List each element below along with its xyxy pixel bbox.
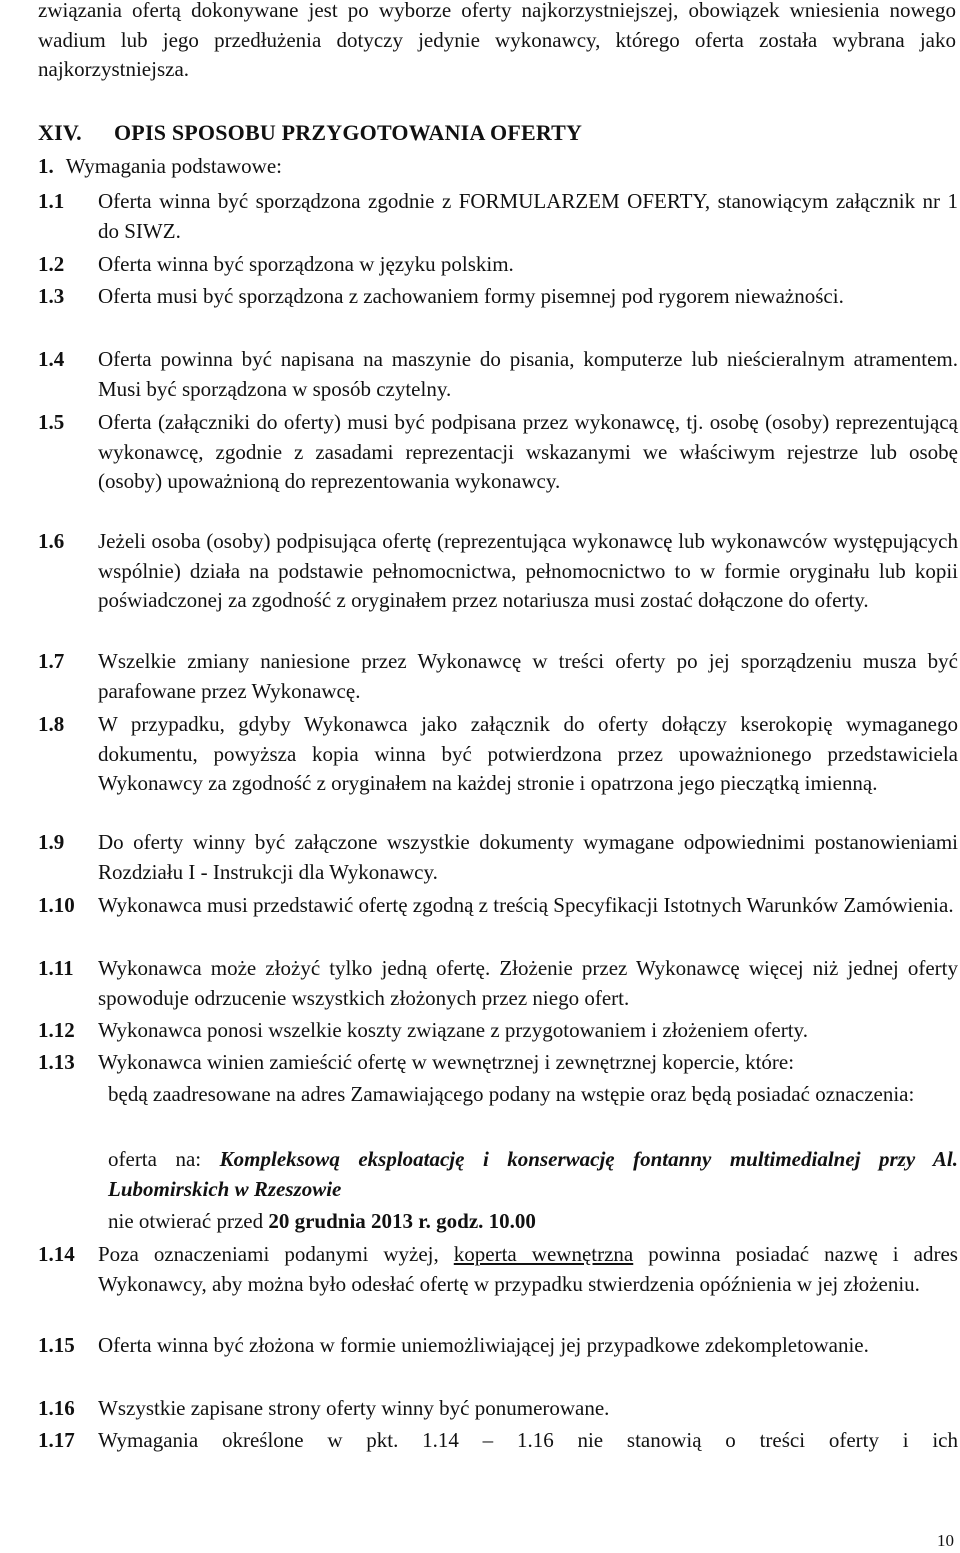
intro-paragraph: związania ofertą dokonywane jest po wyborze oferty najkorzystniejszej, obowiązek wniesienia nowego wadium lub jego przedłużenia dotyczy jedynie wykonawcy, którego oferta została wybrana jako najkorzystniejsza. <box>38 0 956 81</box>
envelope-offer-label <box>108 1145 958 1204</box>
offer-title: Kompleksową eksploatację i konserwację fontanny multimedialnej przy Al. Lubomirskich w Rzeszowie <box>108 1147 958 1201</box>
item-number: 1.7 <box>38 649 65 673</box>
item-text: Wszelkie zmiany naniesione przez Wykonawcę w treści oferty po jej sporządzeniu musza być parafowane przez Wykonawcę. <box>98 649 958 703</box>
underlined-phrase: koperta wewnętrzna <box>453 1242 634 1266</box>
list-item-1-1 <box>38 187 958 246</box>
item-number: 1.17 <box>38 1428 75 1452</box>
subsection-title: Wymagania podstawowe: <box>65 154 283 178</box>
list-item-1-14 <box>38 1240 958 1299</box>
item-text: Oferta powinna być napisana na maszynie do pisania, komputerze lub nieścieralnym atramentem. Musi być sporządzona w sposób czytelny. <box>98 347 958 401</box>
item-number: 1.13 <box>38 1050 75 1074</box>
offer-prefix: oferta na: <box>108 1147 220 1171</box>
item-text: Oferta winna być złożona w formie uniemożliwiającej jej przypadkowe zdekompletowanie. <box>98 1333 869 1357</box>
item-text: Oferta winna być sporządzona w języku polskim. <box>98 252 514 276</box>
open-prefix: nie otwierać przed <box>108 1209 269 1233</box>
list-item-1-8 <box>38 710 958 799</box>
list-item-1-17 <box>38 1426 958 1456</box>
item-number: 1.6 <box>38 529 65 553</box>
item-number: 1.1 <box>38 189 65 213</box>
list-item-1-12 <box>38 1016 958 1046</box>
item-number: 1.10 <box>38 893 75 917</box>
list-item-1-2 <box>38 250 958 280</box>
item-text: W przypadku, gdyby Wykonawca jako załącznik do oferty dołączy kserokopię wymaganego dokumentu, powyższa kopia winna być potwierdzona przez upoważnionego przedstawiciela Wykonawcy za zgodność z oryginałem na każdej stronie i opatrzona jego pieczątką imienną. <box>98 712 958 795</box>
item-number: 1.14 <box>38 1242 75 1266</box>
section-title: OPIS SPOSOBU PRZYGOTOWANIA OFERTY <box>114 120 583 145</box>
subsection-heading <box>38 154 282 179</box>
item-text-after: powinna posiadać nazwę i adres Wykonawcy, aby można było odesłać ofertę w przypadku stwierdzenia opóźnienia w jej złożeniu. <box>98 1242 958 1296</box>
subsection-number: 1. <box>38 154 54 178</box>
item-text: Wykonawca ponosi wszelkie koszty związane z przygotowaniem i złożeniem oferty. <box>98 1018 808 1042</box>
list-item-1-9 <box>38 828 958 887</box>
item-text <box>98 1240 958 1299</box>
item-text: Oferta (załączniki do oferty) musi być podpisana przez wykonawcę, tj. osobę (osoby) reprezentującą wykonawcę, zgodnie z zasadami reprezentacji wskazanymi we właściwym rejestrze lub osobę (osoby) upoważnioną do reprezentowania wykonawcy. <box>98 410 958 493</box>
item-text: Oferta musi być sporządzona z zachowaniem formy pisemnej pod rygorem nieważności. <box>98 284 844 308</box>
item-text: Wymagania określone w pkt. 1.14 – 1.16 nie stanowią o treści oferty i ich <box>98 1428 958 1452</box>
item-text: Jeżeli osoba (osoby) podpisująca ofertę (reprezentująca wykonawcę lub wykonawców występujących wspólnie) działa na podstawie pełnomocnictwa, pełnomocnictwo to w formie oryginału lub kopii poświadczonej za zgodność z oryginałem przez notariusza musi zostać dołączone do oferty. <box>98 529 958 612</box>
item-number: 1.9 <box>38 830 65 854</box>
list-item-1-13 <box>38 1048 958 1078</box>
list-item-1-10 <box>38 891 958 921</box>
list-item-1-7 <box>38 647 958 706</box>
item-number: 1.15 <box>38 1333 75 1357</box>
list-item-1-11 <box>38 954 958 1013</box>
section-number: XIV. <box>38 120 82 145</box>
envelope-address-text: będą zaadresowane na adres Zamawiającego podany na wstępie oraz będą posiadać oznaczenia: <box>108 1082 915 1106</box>
list-item-1-4 <box>38 345 958 404</box>
page-number: 10 <box>937 1531 954 1550</box>
item-text: Wykonawca musi przedstawić ofertę zgodną z treścią Specyfikacji Istotnych Warunków Zamówienia. <box>98 893 954 917</box>
list-item-1-16 <box>38 1394 958 1424</box>
item-number: 1.2 <box>38 252 65 276</box>
list-item-1-6 <box>38 527 958 616</box>
item-number: 1.11 <box>38 956 74 980</box>
item-number: 1.4 <box>38 347 65 371</box>
item-number: 1.3 <box>38 284 65 308</box>
item-text: Wykonawca winien zamieścić ofertę w wewnętrznej i zewnętrznej kopercie, które: <box>98 1050 795 1074</box>
item-number: 1.12 <box>38 1018 75 1042</box>
section-heading <box>38 120 582 146</box>
envelope-open-date <box>108 1207 958 1237</box>
list-item-1-5 <box>38 408 958 497</box>
item-number: 1.16 <box>38 1396 75 1420</box>
list-item-1-15 <box>38 1331 958 1361</box>
item-text: Wykonawca może złożyć tylko jedną ofertę. Złożenie przez Wykonawcę więcej niż jednej oferty spowoduje odrzucenie wszystkich złożonych przez niego ofert. <box>98 956 958 1010</box>
item-text: Wszystkie zapisane strony oferty winny być ponumerowane. <box>98 1396 610 1420</box>
list-item-1-3 <box>38 282 958 312</box>
item-text: Oferta winna być sporządzona zgodnie z FORMULARZEM OFERTY, stanowiącym załącznik nr 1 do SIWZ. <box>98 189 958 243</box>
item-number: 1.8 <box>38 712 65 736</box>
item-text-before: Poza oznaczeniami podanymi wyżej, <box>98 1242 454 1266</box>
item-text: Do oferty winny być załączone wszystkie dokumenty wymagane odpowiednimi postanowieniami Rozdziału I - Instrukcji dla Wykonawcy. <box>98 830 958 884</box>
item-number: 1.5 <box>38 410 65 434</box>
open-date: 20 grudnia 2013 r. godz. 10.00 <box>268 1209 536 1233</box>
